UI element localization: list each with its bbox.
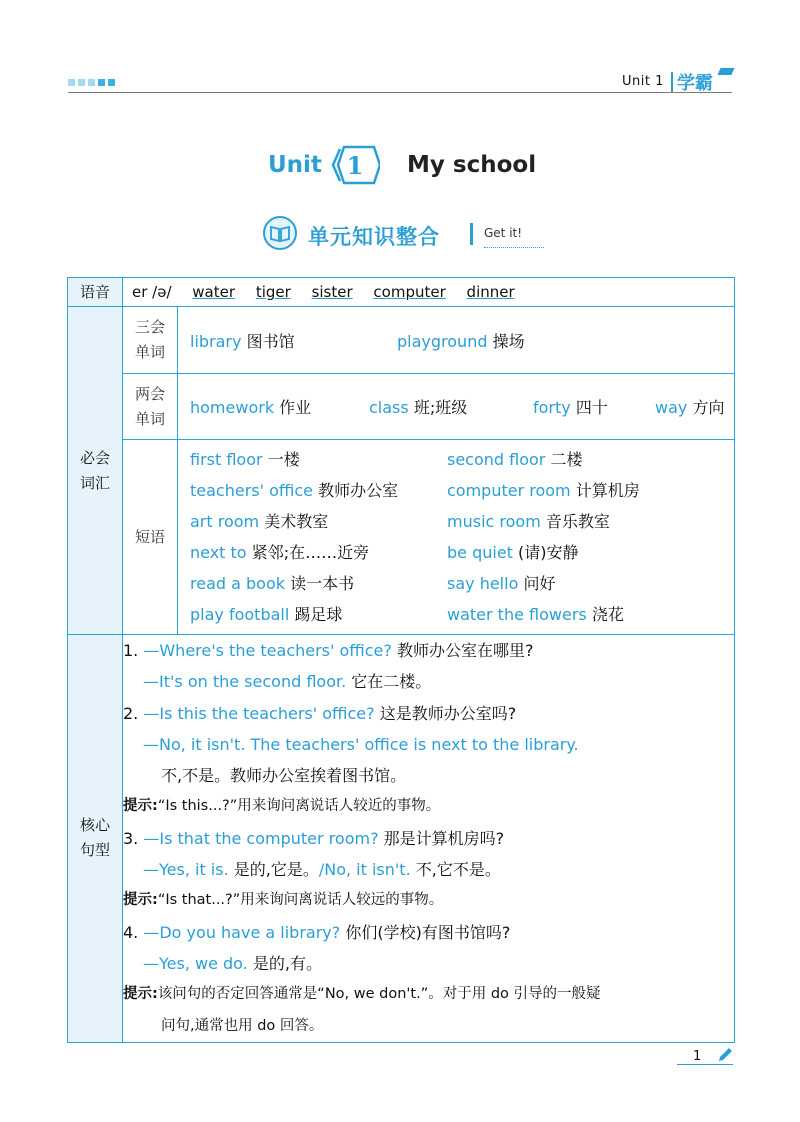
three-skill-row xyxy=(68,307,735,374)
phrases-label: 短语 xyxy=(123,440,178,635)
sentence-q2: 2. —Is this the teachers' office? 这是教师办公室吗? xyxy=(123,703,517,723)
footer-rule xyxy=(677,1064,733,1065)
example-word: sister xyxy=(311,283,353,301)
header-divider xyxy=(671,72,673,92)
phrase-item: play football 踢足球 xyxy=(190,605,343,624)
sentences-content xyxy=(123,635,735,1043)
vocab-label: 必会词汇 xyxy=(68,307,123,635)
pronunciation-row xyxy=(68,278,735,307)
two-skill-label: 两会单词 xyxy=(123,374,178,440)
phrase-item: second floor 二楼 xyxy=(447,450,583,469)
header-brand-logo: 学霸 xyxy=(677,73,713,94)
sentence-a1: —It's on the second floor. 它在二楼。 xyxy=(143,672,432,692)
sentence-q3: 3. —Is that the computer room? 那是计算机房吗? xyxy=(123,828,505,848)
graduation-cap-icon xyxy=(717,68,734,75)
unit-title xyxy=(0,140,800,190)
tip-3: 提示:该问句的否定回答通常是“No, we don't.”。对于用 do 引导的一般疑 xyxy=(123,986,601,1003)
header-unit: Unit 1 xyxy=(622,74,664,89)
knowledge-table xyxy=(67,277,735,1043)
section-heading xyxy=(262,215,542,255)
two-skill-row xyxy=(68,374,735,440)
phrase-item: music room 音乐教室 xyxy=(447,512,610,531)
phrase-item: teachers' office 教师办公室 xyxy=(190,481,399,500)
phrases-list xyxy=(178,440,735,635)
pencil-icon xyxy=(716,1046,734,1064)
phrase-item: first floor 一楼 xyxy=(190,450,300,469)
phrase-item: next to 紧邻;在……近旁 xyxy=(190,543,370,562)
example-word: dinner xyxy=(466,283,515,301)
sentence-a2: —No, it isn't. The teachers' office is next to the library. xyxy=(143,734,579,754)
three-skill-words: library 图书馆 playground 操场 xyxy=(178,307,735,374)
two-skill-words: homework 作业 class 班;班级 forty 四十 way 方向 xyxy=(178,374,735,440)
phrase-item: be quiet (请)安静 xyxy=(447,543,579,562)
header-decoration xyxy=(68,79,115,86)
phrase-item: water the flowers 浇花 xyxy=(447,605,624,624)
phrase-item: art room 美术教室 xyxy=(190,512,329,531)
tip-1: 提示:“Is this...?”用来询问离说话人较近的事物。 xyxy=(123,798,441,815)
phrase-item: computer room 计算机房 xyxy=(447,481,640,500)
example-word: water xyxy=(192,283,236,301)
header-rule xyxy=(68,92,732,93)
tip-2: 提示:“Is that...?”用来询问离说话人较远的事物。 xyxy=(123,892,444,909)
unit-number-badge xyxy=(330,145,380,185)
sentence-q1: 1. —Where's the teachers' office? 教师办公室在哪里? xyxy=(123,641,534,660)
sentence-q4: 4. —Do you have a library? 你们(学校)有图书馆吗? xyxy=(123,922,511,942)
sentence-a3: —Yes, it is. 是的,它是。/No, it isn't. 不,它不是。 xyxy=(143,860,501,880)
page-number: 1 xyxy=(693,1049,702,1064)
three-skill-label: 三会单词 xyxy=(123,307,178,374)
example-word: computer xyxy=(373,283,446,301)
phrase-item: say hello 问好 xyxy=(447,574,556,593)
dotted-underline xyxy=(484,247,544,248)
sentences-row xyxy=(68,635,735,1043)
pronunciation-label: 语音 xyxy=(68,278,123,307)
book-icon xyxy=(262,215,298,251)
get-it-label: Get it! xyxy=(484,226,523,240)
unit-name: My school xyxy=(407,152,537,178)
phrases-row xyxy=(68,440,735,635)
phrase-item: read a book 读一本书 xyxy=(190,574,355,593)
section-divider xyxy=(470,223,473,245)
section-title: 单元知识整合 xyxy=(308,225,440,249)
pronunciation-content xyxy=(123,278,735,307)
unit-number: 1 xyxy=(346,151,364,180)
sentence-a4: —Yes, we do. 是的,有。 xyxy=(143,953,322,973)
sentence-a2-translation: 不,不是。教师办公室挨着图书馆。 xyxy=(161,766,407,786)
tip-3-continued: 问句,通常也用 do 回答。 xyxy=(161,1017,324,1034)
sound-pattern: er /ə/ xyxy=(132,283,172,301)
unit-word: Unit xyxy=(268,152,322,178)
example-word: tiger xyxy=(255,283,291,301)
sentences-label: 核心句型 xyxy=(68,635,123,1043)
